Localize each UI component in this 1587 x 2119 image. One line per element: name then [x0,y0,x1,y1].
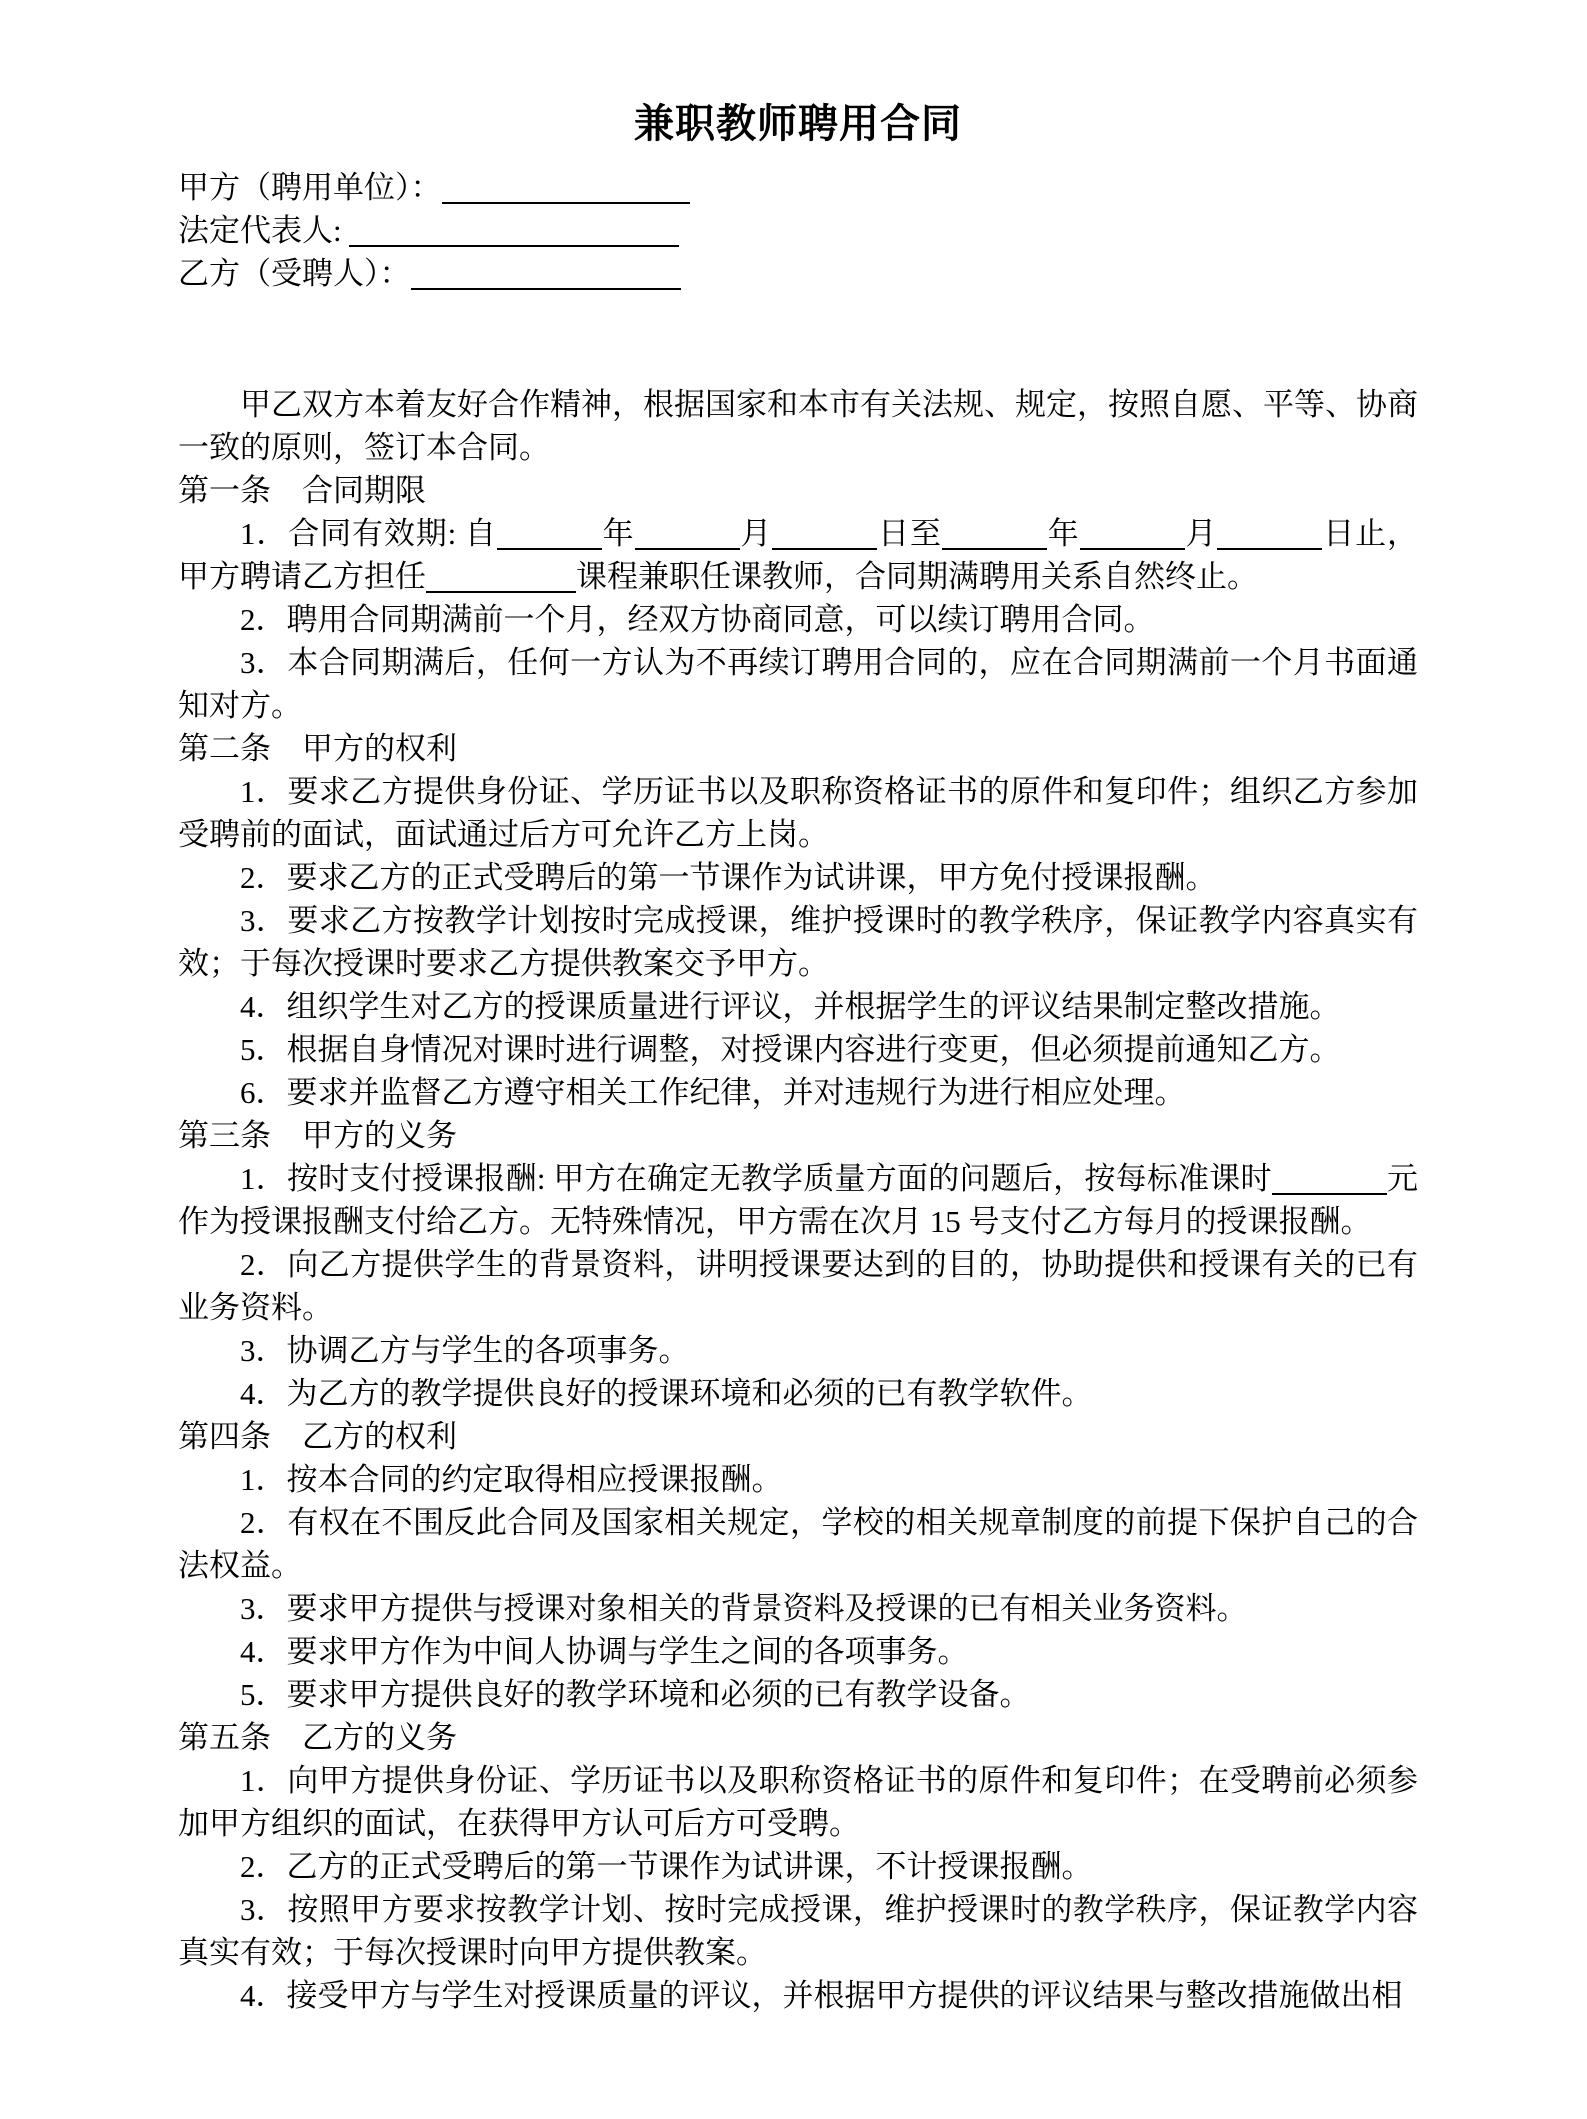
fill-in-blank [635,517,740,550]
paragraph: 6．要求并监督乙方遵守相关工作纪律，并对违规行为进行相应处理。 [240,1075,1186,1110]
party-field [178,166,1418,209]
fill-in-blank [497,517,602,550]
fill-in-blank [1080,517,1185,550]
party-info-fields [178,166,1418,295]
party-field [178,252,1418,295]
party-field-label: 乙方（受聘人）： [178,256,411,291]
fill-in-blank [442,171,690,204]
section-heading: 第四条 乙方的权利 [178,1419,457,1454]
paragraph: 4．组织学生对乙方的授课质量进行评议，并根据学生的评议结果制定整改措施。 [240,989,1341,1024]
fill-in-blank [349,214,679,247]
fill-in-blank [426,560,576,593]
paragraph: 5．要求甲方提供良好的教学环境和必须的已有教学设备。 [240,1677,1031,1712]
fill-in-blank [942,517,1047,550]
paragraph: 3．本合同期满后，任何一方认为不再续订聘用合同的，应在合同期满前一个月书面通知对方。 [178,645,1418,723]
section-heading: 第五条 乙方的义务 [178,1720,457,1755]
paragraph: 3．要求乙方按教学计划按时完成授课，维护授课时的教学秩序，保证教学内容真实有效；于每次授课时要求乙方提供教案交予甲方。 [178,903,1418,981]
party-field-label: 法定代表人: [178,213,350,248]
fill-in-blank [1217,517,1322,550]
section-heading: 第二条 甲方的权利 [178,731,457,766]
paragraph: 2．乙方的正式受聘后的第一节课作为试讲课，不计授课报酬。 [240,1849,1093,1884]
paragraph: 1．向甲方提供身份证、学历证书以及职称资格证书的原件和复印件；在受聘前必须参加甲方组织的面试，在获得甲方认可后方可受聘。 [178,1763,1418,1841]
paragraph: 4．为乙方的教学提供良好的授课环境和必须的已有教学软件。 [240,1376,1093,1411]
fill-in-blank [1272,1162,1387,1195]
section-heading: 第三条 甲方的义务 [178,1118,457,1153]
paragraph: 2．要求乙方的正式受聘后的第一节课作为试讲课，甲方免付授课报酬。 [240,860,1217,895]
paragraph: 1．按本合同的约定取得相应授课报酬。 [240,1462,783,1497]
paragraph: 甲乙双方本着友好合作精神，根据国家和本市有关法规、规定，按照自愿、平等、协商一致的原则，签订本合同。 [178,387,1418,465]
fill-in-blank [411,257,681,290]
party-field [178,209,1418,252]
contract-body [178,383,1418,2017]
paragraph: 1．合同有效期: 自 年 月 日至 年 月 日止，甲方聘请乙方担任 课程兼职任课教师，合同期满聘用关系自然终止。 [178,516,1418,594]
paragraph: 2．聘用合同期满前一个月，经双方协商同意，可以续订聘用合同。 [240,602,1155,637]
paragraph: 3．协调乙方与学生的各项事务。 [240,1333,690,1368]
paragraph: 4．要求甲方作为中间人协调与学生之间的各项事务。 [240,1634,969,1669]
paragraph: 2．有权在不围反此合同及国家相关规定，学校的相关规章制度的前提下保护自己的合法权益。 [178,1505,1418,1583]
fill-in-blank [772,517,877,550]
paragraph: 2．向乙方提供学生的背景资料，讲明授课要达到的目的，协助提供和授课有关的已有业务资料。 [178,1247,1418,1325]
section-heading: 第一条 合同期限 [178,473,426,508]
paragraph: 1．按时支付授课报酬: 甲方在确定无教学质量方面的问题后，按每标准课时 元作为授课报酬支付给乙方。无特殊情况，甲方需在次月 15 号支付乙方每月的授课报酬。 [178,1161,1419,1239]
document-title: 兼职教师聘用合同 [634,102,962,146]
paragraph: 5．根据自身情况对课时进行调整，对授课内容进行变更，但必须提前通知乙方。 [240,1032,1341,1067]
paragraph: 3．要求甲方提供与授课对象相关的背景资料及授课的已有相关业务资料。 [240,1591,1248,1626]
party-field-label: 甲方（聘用单位）： [178,170,442,205]
paragraph: 1．要求乙方提供身份证、学历证书以及职称资格证书的原件和复印件；组织乙方参加受聘前的面试，面试通过后方可允许乙方上岗。 [178,774,1418,852]
paragraph: 3．按照甲方要求按教学计划、按时完成授课，维护授课时的教学秩序，保证教学内容真实有效；于每次授课时向甲方提供教案。 [178,1892,1418,1970]
paragraph: 4．接受甲方与学生对授课质量的评议，并根据甲方提供的评议结果与整改措施做出相 [240,1978,1403,2013]
